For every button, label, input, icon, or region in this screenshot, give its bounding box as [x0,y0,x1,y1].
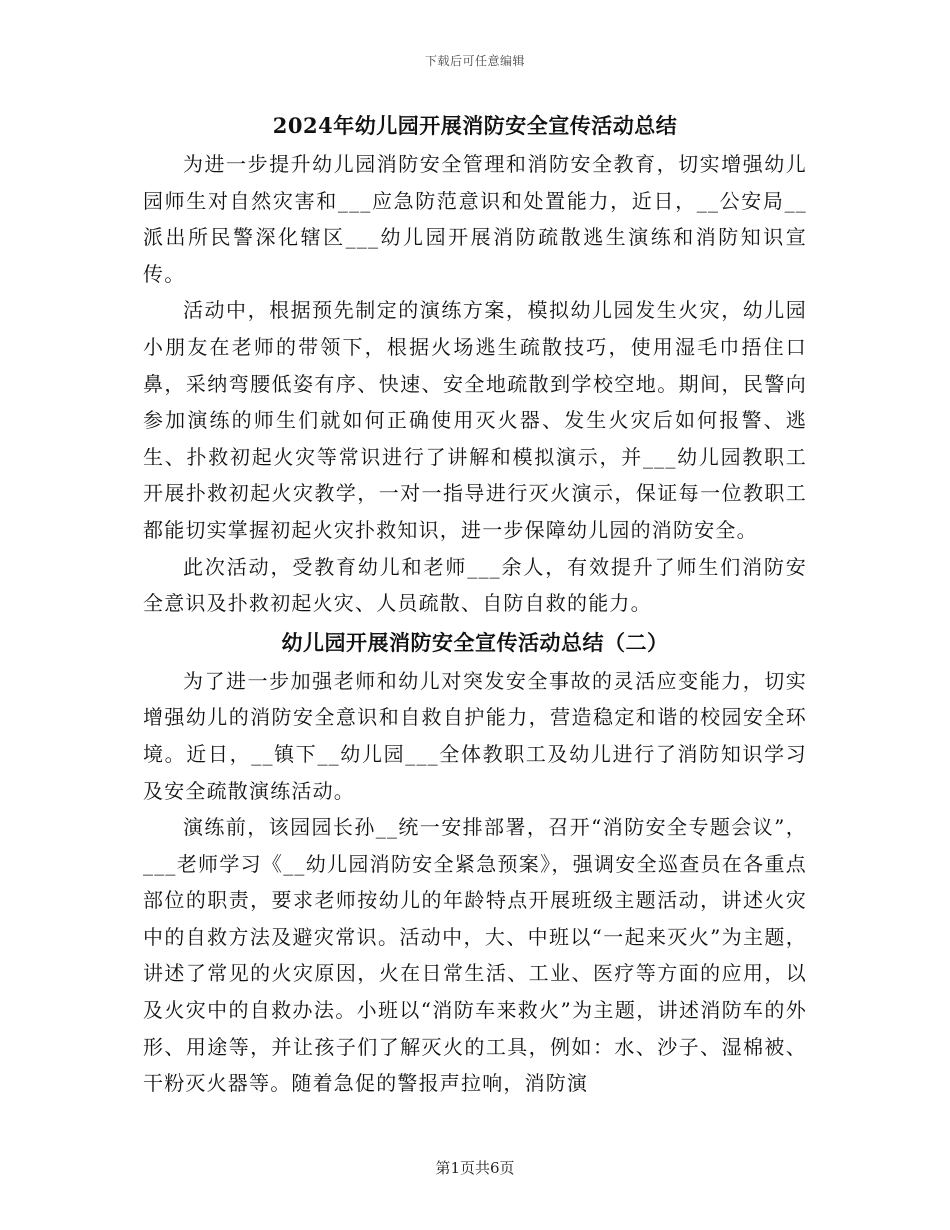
paragraph: 演练前，该园园长孙__统一安排部署，召开“消防安全专题会议”，___老师学习《__幼儿园消防安全紧急预案》，强调安全巡查员在各重点部位的职责，要求老师按幼儿的年龄特点开展班级主题活动，讲述火灾中的自救方法及避灾常识。活动中，大、中班以“一起来灭火”为主题，讲述了常见的火灾原因，火在日常生活、工业、医疗等方面的应用，以及火灾中的自救办法。小班以“消防车来救火”为主题，讲述消防车的外形、用途等，并让孩子们了解灭火的工具，例如：水、沙子、湿棉被、干粉灭火器等。随着急促的警报声拉响，消防演 [143,815,807,1096]
page-footer: 第1页共6页 [435,1159,515,1177]
document-title: 2024年幼儿园开展消防安全宣传活动总结 [272,113,678,138]
paragraph: 为进一步提升幼儿园消防安全管理和消防安全教育，切实增强幼儿园师生对自然灾害和___应急防范意识和处置能力，近日，__公安局__派出所民警深化辖区___幼儿园开展消防疏散逃生演练和消防知识宣传。 [143,152,807,286]
paragraph: 活动中，根据预先制定的演练方案，模拟幼儿园发生火灾，幼儿园小朋友在老师的带领下，根据火场逃生疏散技巧，使用湿毛巾捂住口鼻，采纳弯腰低姿有序、快速、安全地疏散到学校空地。期间，民警向参加演练的师生们就如何正确使用灭火器、发生火灾后如何报警、逃生、扑救初起火灾等常识进行了讲解和模拟演示，并___幼儿园教职工开展扑救初起火灾教学，一对一指导进行灭火演示，保证每一位教职工都能切实掌握初起火灾扑救知识，进一步保障幼儿园的消防安全。 [143,298,807,542]
paragraph: 此次活动，受教育幼儿和老师___余人，有效提升了师生们消防安全意识及扑救初起火灾、人员疏散、自防自救的能力。 [143,554,807,616]
paragraph: 为了进一步加强老师和幼儿对突发安全事故的灵活应变能力，切实增强幼儿的消防安全意识和自救自护能力，营造稳定和谐的校园安全环境。近日，__镇下__幼儿园___全体教职工及幼儿进行了消防知识学习及安全疏散演练活动。 [143,668,807,803]
section-title: 幼儿园开展消防安全宣传活动总结（二） [281,629,669,655]
page-header: 下载后可任意编辑 [424,54,525,68]
document-body [143,106,807,1102]
